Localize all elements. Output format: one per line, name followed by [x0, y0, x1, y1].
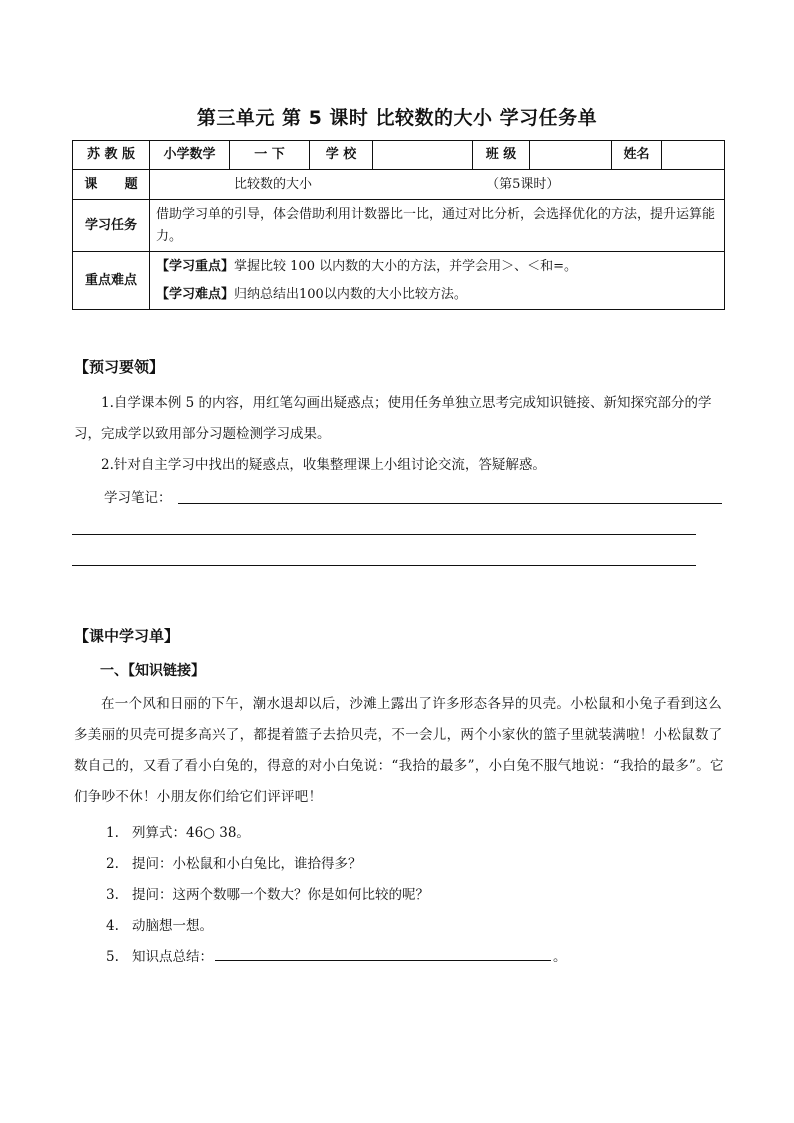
task-text: 借助学习单的引导，体会借助利用计数器比一比，通过对比分析，会选择优化的方法，提升运算能力。 [150, 200, 725, 252]
name-label: 姓名 [612, 141, 662, 170]
task-label: 学习任务 [73, 200, 150, 252]
inclass-heading: 【课中学习单】 [74, 627, 180, 645]
publisher-cell: 苏 教 版 [73, 141, 150, 170]
key-point-text: 掌握比较 100 以内数的大小的方法，并学会用＞、＜和=。 [234, 258, 577, 274]
subject-cell: 小学数学 [150, 141, 230, 170]
notes-line-2[interactable] [72, 534, 696, 535]
list-item: 1. 列算式：46○ 38。 [106, 825, 250, 841]
key-label: 重点难点 [73, 252, 150, 310]
difficulty-tag: 【学习难点】 [156, 286, 235, 302]
school-field[interactable] [373, 141, 473, 170]
school-label: 学 校 [310, 141, 373, 170]
topic-lesson: （第5课时） [486, 176, 560, 192]
grade-cell: 一 下 [230, 141, 310, 170]
notes-line-3[interactable] [72, 565, 696, 566]
story-paragraph: 在一个风和日丽的下午，潮水退却以后，沙滩上露出了许多形态各异的贝壳。小松鼠和小兔子看到这么多美丽的贝壳可提多高兴了，都提着篮子去拾贝壳，不一会儿，两个小家伙的篮子里就装满啦！小松鼠数了数自己的，又看了看小白兔的，得意的对小白兔说：“我拾的最多”，小白兔不服气地说：“我拾的最多”。它们争吵不休！小朋友你们给它们评评吧！ [74, 696, 724, 805]
name-field[interactable] [662, 141, 725, 170]
list-item: 3. 提问：这两个数哪一个数大？你是如何比较的呢？ [106, 887, 429, 903]
page-title: 第三单元 第 5 课时 比较数的大小 学习任务单 [196, 107, 598, 129]
list-item: 5. 知识点总结： 。 [106, 945, 567, 965]
topic-cell [150, 170, 725, 200]
class-label: 班 级 [473, 141, 530, 170]
info-table [72, 140, 725, 310]
summary-blank[interactable] [215, 946, 551, 961]
preview-heading: 【预习要领】 [74, 358, 165, 376]
notes-line-1[interactable] [178, 503, 722, 504]
preview-item-2: 2.针对自主学习中找出的疑惑点，收集整理课上小组讨论交流，答疑解惑。 [101, 457, 546, 473]
preview-item-1: 1.自学课本例 5 的内容，用红笔勾画出疑惑点；使用任务单独立思考完成知识链接、新知探究部分的学习，完成学以致用部分习题检测学习成果。 [74, 395, 712, 442]
topic-value: 比较数的大小 [234, 176, 313, 192]
key-cell [150, 252, 725, 310]
knowledge-link-heading: 一、【知识链接】 [100, 663, 205, 679]
list-item: 4. 动脑想一想。 [106, 918, 213, 934]
list-item: 2. 提问：小松鼠和小白兔比，谁拾得多？ [106, 856, 362, 872]
topic-label: 课 题 [73, 170, 150, 200]
key-point-tag: 【学习重点】 [156, 258, 235, 274]
notes-label: 学习笔记： [104, 490, 172, 506]
difficulty-text: 归纳总结出100以内数的大小比较方法。 [234, 286, 467, 302]
class-field[interactable] [530, 141, 612, 170]
